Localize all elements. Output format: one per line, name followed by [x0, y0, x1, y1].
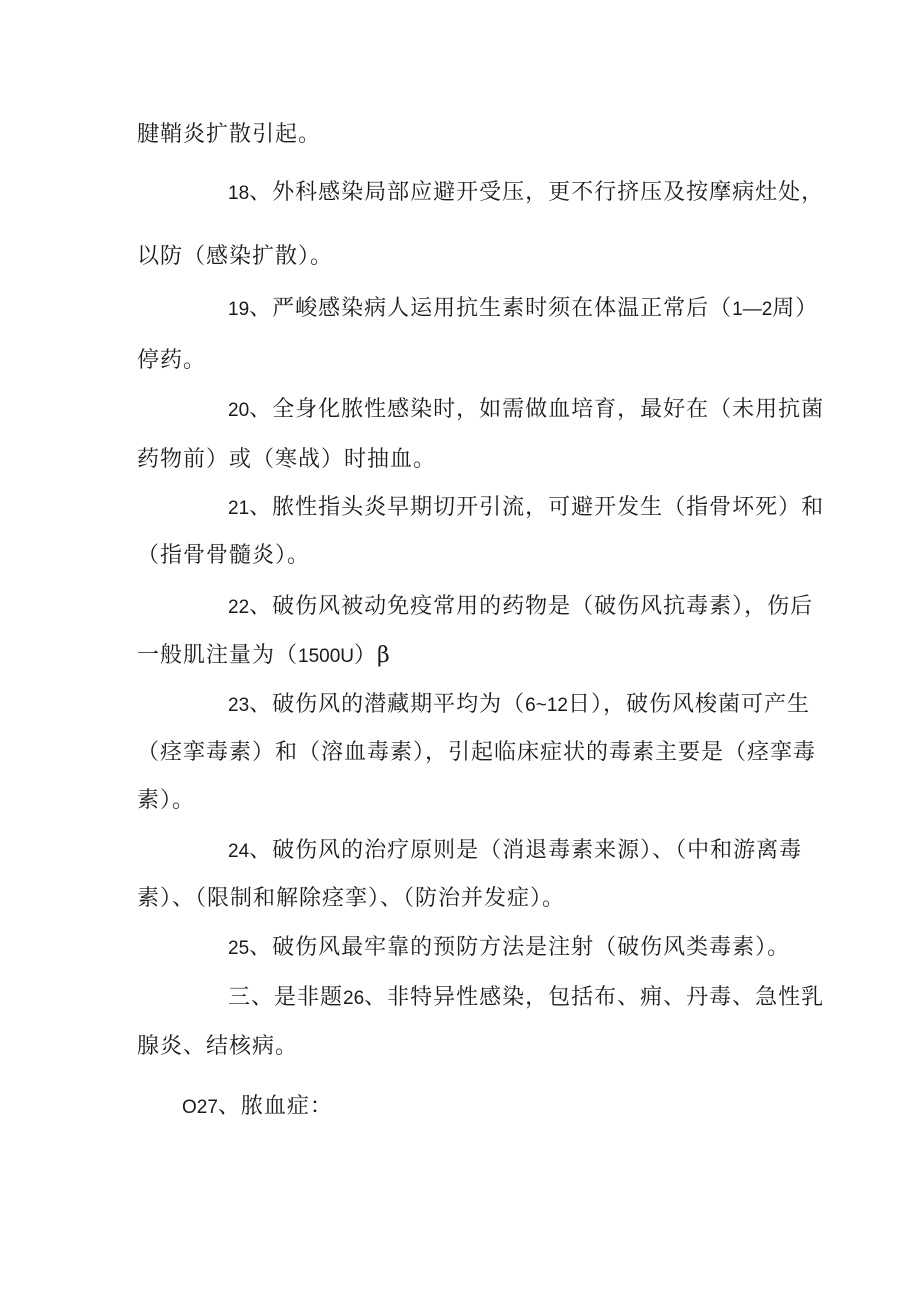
- item-number: 22: [228, 597, 250, 618]
- item-23-line: 23、破伤风的潜藏期平均为（6~12日），破伤风梭菌可产生: [228, 692, 810, 717]
- item-19-line: 19、严峻感染病人运用抗生素时须在体温正常后（1—2周）: [228, 296, 819, 321]
- text-line: 药物前）或（寒战）时抽血。: [137, 447, 437, 472]
- item-24-line: 24、破伤风的治疗原则是（消退毒素来源）、（中和游离毒: [228, 838, 803, 863]
- section-heading-line: 三、是非题26、非特异性感染，包括布、痈、丹毒、急性乳: [228, 985, 825, 1010]
- text-line: 腺炎、结核病。: [137, 1034, 299, 1059]
- item-number: 24: [228, 841, 250, 862]
- text-line: （痉挛毒素）和（溶血毒素），引起临床症状的毒素主要是（痉挛毒: [137, 740, 817, 765]
- item-number: 25: [228, 938, 250, 959]
- item-number: O27: [182, 1097, 218, 1118]
- text-line: 腱鞘炎扩散引起。: [137, 122, 322, 147]
- text-line: （指骨骨髓炎）。: [137, 543, 311, 568]
- item-18-line: 18、外科感染局部应避开受压，更不行挤压及按摩病灶处，: [228, 180, 825, 205]
- item-number: 23: [228, 695, 250, 716]
- text-line: 素）。: [137, 788, 196, 813]
- item-20-line: 20、全身化脓性感染时，如需做血培育，最好在（未用抗菌: [228, 397, 825, 422]
- text-line: 素）、（限制和解除痉挛）、（防治并发症）。: [137, 886, 566, 911]
- item-number: 18: [228, 183, 250, 204]
- item-21-line: 21、脓性指头炎早期切开引流，可避开发生（指骨坏死）和: [228, 495, 825, 520]
- text-line: 停药。: [137, 348, 207, 373]
- item-22-line: 22、破伤风被动免疫常用的药物是（破伤风抗毒素），伤后: [228, 594, 814, 619]
- item-number: 19: [228, 299, 250, 320]
- item-27-line: O27、脓血症：: [182, 1094, 333, 1119]
- item-number: 20: [228, 400, 250, 421]
- item-number: 21: [228, 498, 250, 519]
- text-line: 一般肌注量为（1500U）β: [137, 643, 391, 668]
- text-line: 以防（感染扩散）。: [137, 244, 334, 269]
- item-25-line: 25、破伤风最牢靠的预防方法是注射（破伤风类毒素）。: [228, 935, 791, 960]
